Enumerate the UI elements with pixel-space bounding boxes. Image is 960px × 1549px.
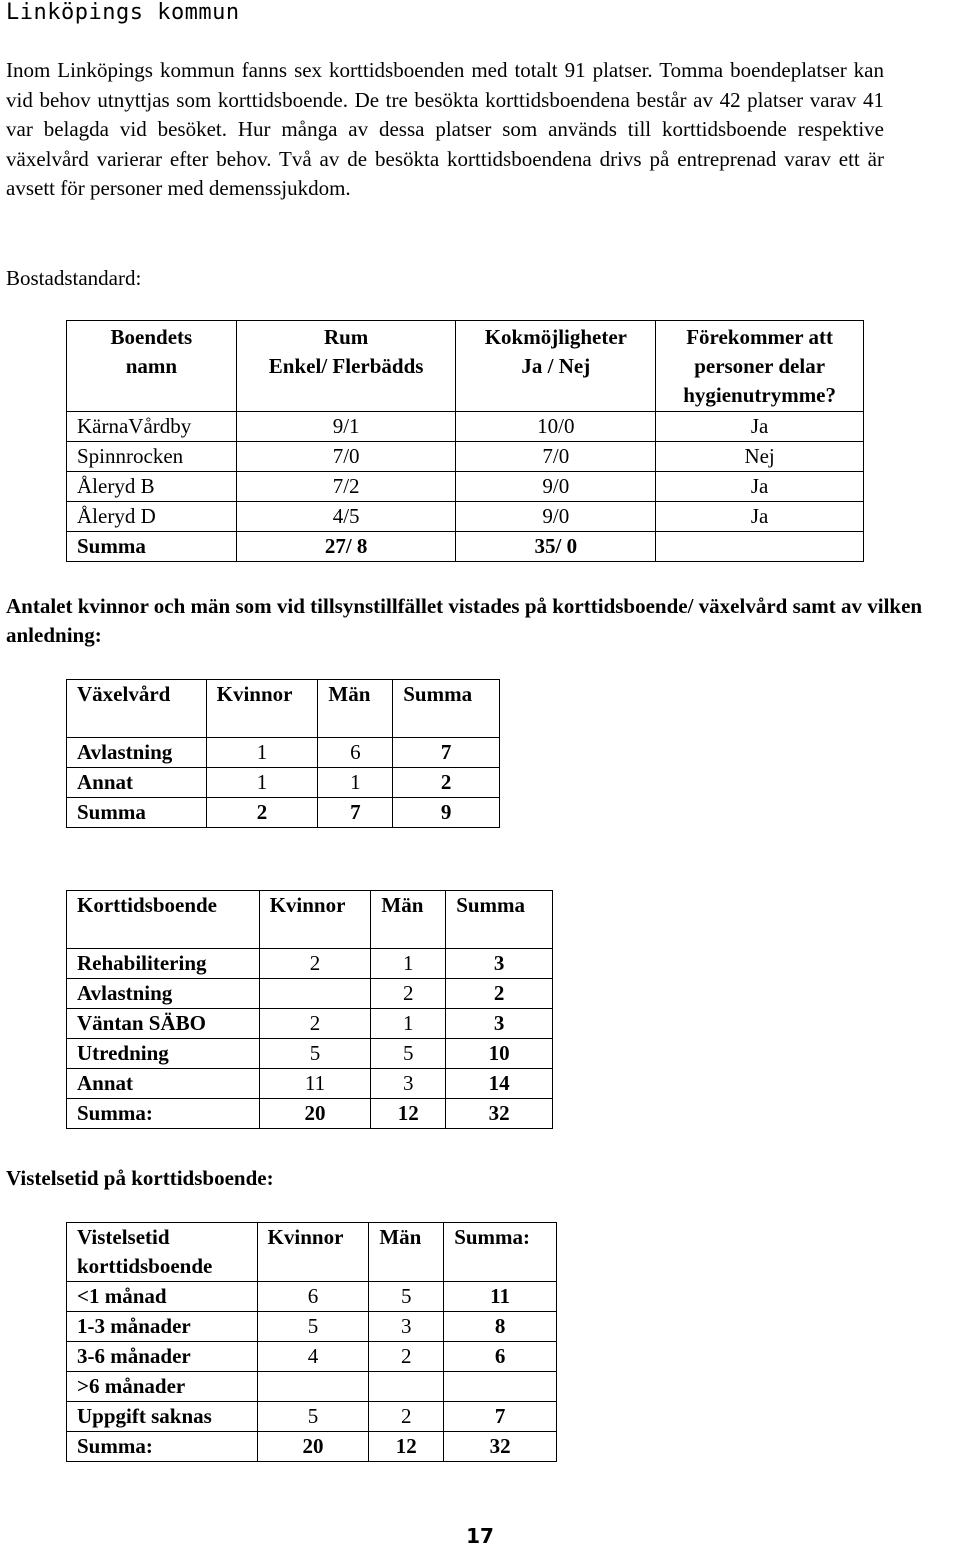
cell-summa: 14 [446,1069,553,1099]
cell-kvinnor: 2 [259,1009,371,1039]
vistelsetid-title: Vistelsetid på korttidsboende: [6,1166,274,1190]
cell-name: Spinnrocken [67,442,237,472]
cell-kvinnor [257,1372,369,1402]
cell-man: 6 [318,738,393,768]
header-cell: Korttidsboende [67,891,260,949]
header-line: hygienutrymme? [683,383,837,407]
cell-kvinnor [259,979,371,1009]
cell-name: Åleryd D [67,502,237,532]
table-row [67,738,500,768]
cell-man: 2 [369,1342,444,1372]
table-row [67,979,553,1009]
cell-label: Uppgift saknas [67,1402,258,1432]
cell-kvinnor: 2 [259,949,371,979]
cell-kvinnor: 1 [206,768,318,798]
cell-label: Avlastning [67,738,207,768]
cell-name: KärnaVårdby [67,412,237,442]
header-line: Förekommer att [686,325,833,349]
cell-man [369,1372,444,1402]
header-cell: Summa: [444,1223,557,1282]
cell-man: 1 [371,949,446,979]
table-row [67,502,864,532]
table-row [67,442,864,472]
table-row [67,768,500,798]
cell-rum: 7/2 [236,472,456,502]
cell-summa: 7 [393,738,500,768]
cell-man: 5 [369,1282,444,1312]
cell-rum: 27/ 8 [236,532,456,562]
cell-man: 2 [369,1402,444,1432]
header-line: Vistelsetid [77,1225,170,1249]
cell-summa: 9 [393,798,500,828]
table-header-row [67,891,553,949]
header-cell [67,321,237,412]
cell-man: 1 [318,768,393,798]
cell-summa: 3 [446,949,553,979]
cell-rum: 4/5 [236,502,456,532]
cell-summa: 10 [446,1039,553,1069]
intro-paragraph: Inom Linköpings kommun fanns sex korttidsboenden med totalt 91 platser. Tomma boendeplatser kan vid behov utnyttjas som korttidsboende. De tre besökta korttidsboendena består av 42 platser varav 41 var belagda vid besöket. Hur många av dessa platser som används till korttidsboende respektive växelvård varierar efter behov. Två av de besökta korttidsboendena drivs på entreprenad varav ett är avsett för personer med demenssjukdom. [6,58,884,200]
cell-man: 12 [369,1432,444,1462]
table-header-row [67,321,864,412]
table-row-summa [67,532,864,562]
cell-summa: 6 [444,1342,557,1372]
cell-kvinnor: 5 [257,1402,369,1432]
cell-hygien: Ja [656,502,864,532]
cell-summa [444,1372,557,1402]
header-line: personer delar [694,354,826,378]
cell-kvinnor: 5 [259,1039,371,1069]
header-cell: Växelvård [67,680,207,738]
cell-summa: 8 [444,1312,557,1342]
table-row [67,1069,553,1099]
cell-label: 3-6 månader [67,1342,258,1372]
table-header-row [67,1223,557,1282]
table-row-summa [67,1099,553,1129]
cell-name: Åleryd B [67,472,237,502]
table-row [67,472,864,502]
cell-kvinnor: 11 [259,1069,371,1099]
table-row [67,1009,553,1039]
cell-summa: 7 [444,1402,557,1432]
header-line: Kokmöjligheter [484,325,627,349]
header-line: Ja / Nej [521,354,591,378]
cell-kok: 7/0 [456,442,656,472]
cell-label: Summa: [67,1432,258,1462]
cell-man: 3 [371,1069,446,1099]
cell-man: 12 [371,1099,446,1129]
cell-kvinnor: 20 [259,1099,371,1129]
cell-summa: 2 [393,768,500,798]
cell-man: 1 [371,1009,446,1039]
antal-title: Antalet kvinnor och män som vid tillsynstillfället vistades på korttidsboende/ växelvård samt av vilken anledning: [6,594,923,647]
cell-summa: 32 [446,1099,553,1129]
vistelsetid-table [66,1222,557,1462]
cell-label: <1 månad [67,1282,258,1312]
table-row [67,1312,557,1342]
header-line: namn [125,354,178,378]
cell-summa: 2 [446,979,553,1009]
cell-label: Avlastning [67,979,260,1009]
header-cell [236,321,456,412]
header-cell: Kvinnor [206,680,318,738]
cell-kvinnor: 1 [206,738,318,768]
cell-label: >6 månader [67,1372,258,1402]
cell-label: Annat [67,1069,260,1099]
cell-man: 3 [369,1312,444,1342]
cell-label: Summa [67,798,207,828]
cell-summa: 32 [444,1432,557,1462]
cell-label: Utredning [67,1039,260,1069]
table-row [67,1402,557,1432]
bostadstandard-table [66,320,864,562]
header-cell: Kvinnor [259,891,371,949]
korttidsboende-table [66,890,553,1129]
cell-kok: 35/ 0 [456,532,656,562]
header-cell [456,321,656,412]
bostadstandard-title: Bostadstandard: [6,266,142,290]
cell-kok: 9/0 [456,472,656,502]
header-line: Boendets [110,325,193,349]
cell-rum: 9/1 [236,412,456,442]
table-row [67,1342,557,1372]
table-row-summa [67,1432,557,1462]
page-heading: Linköpings kommun [6,0,240,25]
header-line: Rum [323,325,369,349]
cell-man: 5 [371,1039,446,1069]
cell-hygien: Ja [656,412,864,442]
cell-summa: 11 [444,1282,557,1312]
cell-kvinnor: 2 [206,798,318,828]
cell-label: Väntan SÄBO [67,1009,260,1039]
header-line: Enkel/ Flerbädds [268,354,424,378]
cell-kvinnor: 4 [257,1342,369,1372]
cell-hygien: Ja [656,472,864,502]
cell-kvinnor: 20 [257,1432,369,1462]
header-cell: Kvinnor [257,1223,369,1282]
cell-kok: 9/0 [456,502,656,532]
cell-man: 7 [318,798,393,828]
table-header-row [67,680,500,738]
cell-rum: 7/0 [236,442,456,472]
header-cell: Män [369,1223,444,1282]
header-line: korttidsboende [77,1254,213,1278]
header-cell: Män [318,680,393,738]
cell-label: Summa: [67,1099,260,1129]
header-cell: Summa [393,680,500,738]
cell-summa: 3 [446,1009,553,1039]
table-row [67,1372,557,1402]
cell-hygien: Nej [656,442,864,472]
cell-kvinnor: 5 [257,1312,369,1342]
cell-kvinnor: 6 [257,1282,369,1312]
header-cell [67,1223,258,1282]
header-cell: Summa [446,891,553,949]
header-cell: Män [371,891,446,949]
table-row [67,949,553,979]
table-row [67,1282,557,1312]
cell-label: Rehabilitering [67,949,260,979]
cell-hygien [656,532,864,562]
cell-label: Annat [67,768,207,798]
cell-name: Summa [67,532,237,562]
table-row-summa [67,798,500,828]
cell-kok: 10/0 [456,412,656,442]
vaxelvard-table [66,679,500,828]
page-number: 17 [466,1524,494,1548]
cell-man: 2 [371,979,446,1009]
table-row [67,412,864,442]
table-row [67,1039,553,1069]
header-cell [656,321,864,412]
cell-label: 1-3 månader [67,1312,258,1342]
